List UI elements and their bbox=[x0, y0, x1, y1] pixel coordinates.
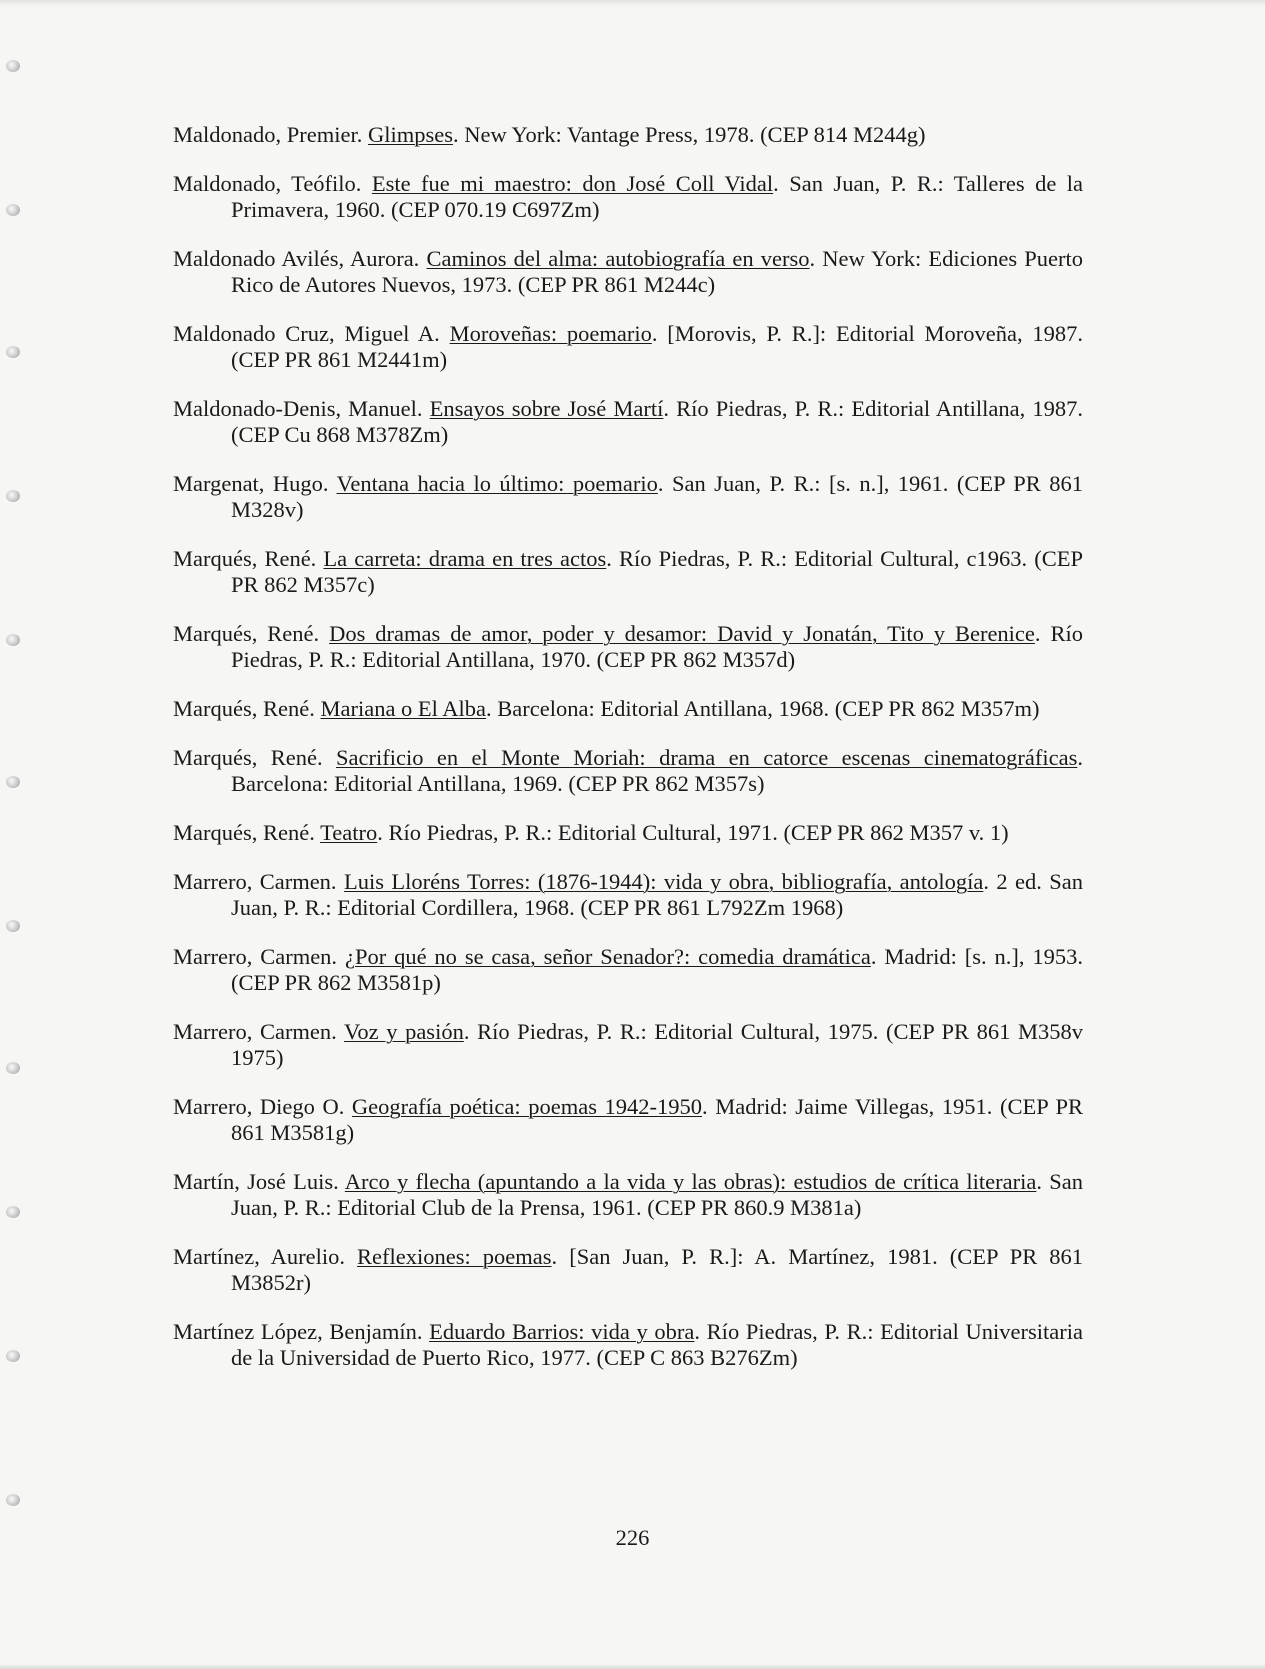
bibliography-list bbox=[173, 122, 1083, 1394]
entry-author: Marqués, René. bbox=[173, 621, 320, 646]
entry-publication: . San Juan, P. R.: [s. n.], 1961. (CEP PR 861 M328v) bbox=[231, 471, 1083, 522]
entry-publication: . Río Piedras, P. R.: Editorial Antillana, 1987. (CEP Cu 868 M378Zm) bbox=[231, 396, 1083, 447]
entry-publication: . San Juan, P. R.: Editorial Club de la Prensa, 1961. (CEP PR 860.9 M381a) bbox=[231, 1169, 1084, 1220]
entry-title: Moroveñas: poemario bbox=[449, 321, 652, 346]
entry-publication: . San Juan, P. R.: Talleres de la Primavera, 1960. (CEP 070.19 C697Zm) bbox=[231, 171, 1083, 222]
entry-author: Marrero, Carmen. bbox=[173, 1019, 337, 1044]
bibliography-entry bbox=[173, 869, 1083, 921]
binder-hole bbox=[6, 1206, 20, 1218]
entry-publication: . Madrid: [s. n.], 1953. (CEP PR 862 M3581p) bbox=[231, 944, 1084, 995]
binder-hole bbox=[6, 1350, 20, 1362]
entry-title: Sacrificio en el Monte Moriah: drama en catorce escenas cinematográficas bbox=[335, 745, 1078, 770]
entry-author: Marqués, René. bbox=[173, 546, 317, 571]
entry-title: Mariana o El Alba bbox=[320, 696, 487, 721]
entry-author: Marqués, René. bbox=[173, 820, 315, 845]
entry-title: Voz y pasión bbox=[344, 1019, 464, 1044]
binder-hole bbox=[6, 346, 20, 358]
entry-author: Marrero, Carmen. bbox=[173, 944, 338, 969]
entry-author: Maldonado Cruz, Miguel A. bbox=[173, 321, 440, 346]
bibliography-entry bbox=[173, 171, 1083, 223]
bibliography-entry bbox=[173, 745, 1083, 797]
entry-publication: . Río Piedras, P. R.: Editorial Universitaria de la Universidad de Puerto Rico, 1977. (CEP C 863 B276Zm) bbox=[231, 1319, 1083, 1370]
binder-hole bbox=[6, 1494, 20, 1506]
bibliography-entry bbox=[173, 696, 1083, 722]
bibliography-entry bbox=[173, 396, 1083, 448]
entry-author: Maldonado Avilés, Aurora. bbox=[173, 246, 420, 271]
entry-publication: . Río Piedras, P. R.: Editorial Cultural, 1971. (CEP PR 862 M357 v. 1) bbox=[377, 820, 1009, 845]
entry-author: Martín, José Luis. bbox=[173, 1169, 339, 1194]
entry-author: Marqués, René. bbox=[173, 696, 315, 721]
entry-publication: . [San Juan, P. R.]: A. Martínez, 1981. (CEP PR 861 M3852r) bbox=[231, 1244, 1084, 1295]
entry-author: Maldonado, Premier. bbox=[173, 122, 363, 147]
entry-author: Maldonado, Teófilo. bbox=[173, 171, 362, 196]
binder-hole bbox=[6, 634, 20, 646]
bibliography-entry bbox=[173, 122, 1083, 148]
page-top-edge bbox=[0, 0, 1265, 6]
entry-title: Reflexiones: poemas bbox=[357, 1244, 552, 1269]
entry-title: Este fue mi maestro: don José Coll Vidal bbox=[371, 171, 774, 196]
entry-author: Margenat, Hugo. bbox=[173, 471, 329, 496]
entry-title: Geografía poética: poemas 1942-1950 bbox=[351, 1094, 703, 1119]
binder-hole bbox=[6, 776, 20, 788]
binder-hole bbox=[6, 60, 20, 72]
page-bottom-edge bbox=[0, 1664, 1265, 1669]
entry-publication: . New York: Vantage Press, 1978. (CEP 814 M244g) bbox=[452, 122, 926, 147]
entry-author: Martínez, Aurelio. bbox=[173, 1244, 345, 1269]
binder-hole bbox=[6, 1062, 20, 1074]
entry-title: ¿Por qué no se casa, señor Senador?: comedia dramática bbox=[344, 944, 871, 969]
bibliography-entry bbox=[173, 1094, 1083, 1146]
entry-publication: . Río Piedras, P. R.: Editorial Antillana, 1970. (CEP PR 862 M357d) bbox=[231, 621, 1084, 672]
entry-title: Arco y flecha (apuntando a la vida y las obras): estudios de crítica literaria bbox=[344, 1169, 1037, 1194]
page-number: 226 bbox=[615, 1525, 650, 1550]
bibliography-entry bbox=[173, 321, 1083, 373]
entry-publication: . Barcelona: Editorial Antillana, 1969. (CEP PR 862 M357s) bbox=[231, 745, 1083, 796]
bibliography-entry bbox=[173, 621, 1083, 673]
entry-title: Eduardo Barrios: vida y obra bbox=[429, 1319, 695, 1344]
entry-publication: . Madrid: Jaime Villegas, 1951. (CEP PR 861 M3581g) bbox=[231, 1094, 1083, 1145]
entry-title: Caminos del alma: autobiografía en verso bbox=[426, 246, 810, 271]
entry-title: Ensayos sobre José Martí bbox=[429, 396, 664, 421]
entry-author: Marrero, Diego O. bbox=[173, 1094, 345, 1119]
entry-publication: . 2 ed. San Juan, P. R.: Editorial Cordillera, 1968. (CEP PR 861 L792Zm 1968) bbox=[231, 869, 1083, 920]
binder-hole bbox=[6, 204, 20, 216]
bibliography-entry bbox=[173, 820, 1083, 846]
bibliography-entry bbox=[173, 1019, 1083, 1071]
entry-publication: . Río Piedras, P. R.: Editorial Cultural, 1975. (CEP PR 861 M358v 1975) bbox=[231, 1019, 1083, 1070]
bibliography-entry bbox=[173, 546, 1083, 598]
entry-author: Marrero, Carmen. bbox=[173, 869, 337, 894]
entry-title: Ventana hacia lo último: poemario bbox=[336, 471, 658, 496]
bibliography-entry bbox=[173, 1319, 1083, 1371]
entry-title: Teatro bbox=[320, 820, 378, 845]
entry-publication: . Barcelona: Editorial Antillana, 1968. (CEP PR 862 M357m) bbox=[486, 696, 1040, 721]
entry-title: Dos dramas de amor, poder y desamor: David y Jonatán, Tito y Berenice bbox=[329, 621, 1035, 646]
bibliography-entry bbox=[173, 1244, 1083, 1296]
entry-publication: . Río Piedras, P. R.: Editorial Cultural, c1963. (CEP PR 862 M357c) bbox=[231, 546, 1084, 597]
binder-hole bbox=[6, 490, 20, 502]
bibliography-entry bbox=[173, 471, 1083, 523]
bibliography-entry bbox=[173, 1169, 1083, 1221]
bibliography-entry bbox=[173, 246, 1083, 298]
entry-publication: . New York: Ediciones Puerto Rico de Autores Nuevos, 1973. (CEP PR 861 M244c) bbox=[231, 246, 1084, 297]
entry-publication: . [Morovis, P. R.]: Editorial Moroveña, 1987. (CEP PR 861 M2441m) bbox=[231, 321, 1083, 372]
entry-author: Marqués, René. bbox=[173, 745, 323, 770]
entry-author: Maldonado-Denis, Manuel. bbox=[173, 396, 423, 421]
entry-title: Glimpses bbox=[367, 122, 453, 147]
entry-title: La carreta: drama en tres actos bbox=[323, 546, 607, 571]
entry-author: Martínez López, Benjamín. bbox=[173, 1319, 423, 1344]
bibliography-entry bbox=[173, 944, 1083, 996]
entry-title: Luis Lloréns Torres: (1876-1944): vida y obra, bibliografía, antología bbox=[343, 869, 984, 894]
binder-hole bbox=[6, 920, 20, 932]
